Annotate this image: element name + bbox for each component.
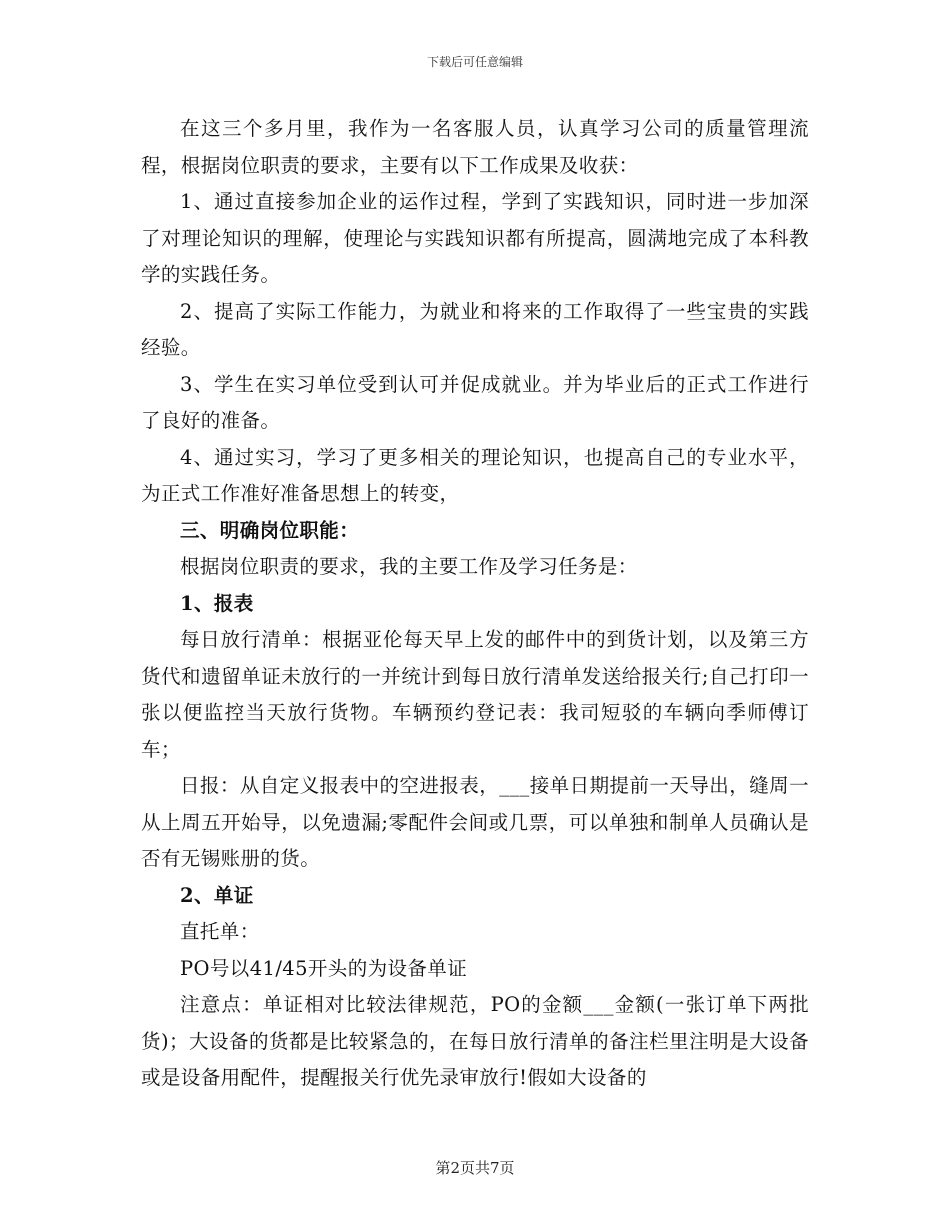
page-footer: 第2页共7页 <box>435 1159 515 1177</box>
paragraph-duties-intro: 根据岗位职责的要求，我的主要工作及学习任务是： <box>180 555 638 578</box>
paragraph-item-3: 3、学生在实习单位受到认可并促成就业。并为毕业后的正式工作进行了良好的准备。 <box>141 372 809 432</box>
paragraph-intro: 在这三个多月里，我作为一名客服人员，认真学习公司的质量管理流程，根据岗位职责的要求，主要有以下工作成果及收获： <box>141 117 809 177</box>
document-body <box>141 111 809 1097</box>
subheading-reports: 1、报表 <box>180 591 254 615</box>
paragraph-item-4: 4、通过实习，学习了更多相关的理论知识，也提高自己的专业水平，为正式工作准好准备思想上的转变， <box>141 445 809 505</box>
paragraph-po-number: PO号以41/45开头的为设备单证 <box>180 956 468 980</box>
subheading-documents: 2、单证 <box>180 883 254 907</box>
paragraph-item-2: 2、提高了实际工作能力，为就业和将来的工作取得了一些宝贵的实践经验。 <box>141 299 809 359</box>
paragraph-notes: 注意点：单证相对比较法律规范，PO的金额___金额(一张订单下两批货)；大设备的货都是比较紧急的，在每日放行清单的备注栏里注明是大设备或是设备用配件，提醒报关行优先录审放行!假如大设备的 <box>141 993 809 1089</box>
paragraph-item-1: 1、通过直接参加企业的运作过程，学到了实践知识，同时进一步加深了对理论知识的理解，使理论与实践知识都有所提高，圆满地完成了本科教学的实践任务。 <box>141 190 809 286</box>
paragraph-daily-report: 日报：从自定义报表中的空进报表，___接单日期提前一天导出，缝周一从上周五开始导，以免遗漏;零配件会间或几票，可以单独和制单人员确认是否有无锡账册的货。 <box>141 774 809 870</box>
paragraph-daily-release: 每日放行清单：根据亚伦每天早上发的邮件中的到货计划，以及第三方货代和遗留单证未放行的一并统计到每日放行清单发送给报关行;自己打印一张以便监控当天放行货物。车辆预约登记表：我司短驳的车辆向季师傅订车； <box>141 628 809 761</box>
section-heading-3: 三、明确岗位职能： <box>180 518 360 542</box>
page-header: 下载后可任意编辑 <box>426 55 523 69</box>
paragraph-direct-order: 直托单： <box>180 920 260 943</box>
